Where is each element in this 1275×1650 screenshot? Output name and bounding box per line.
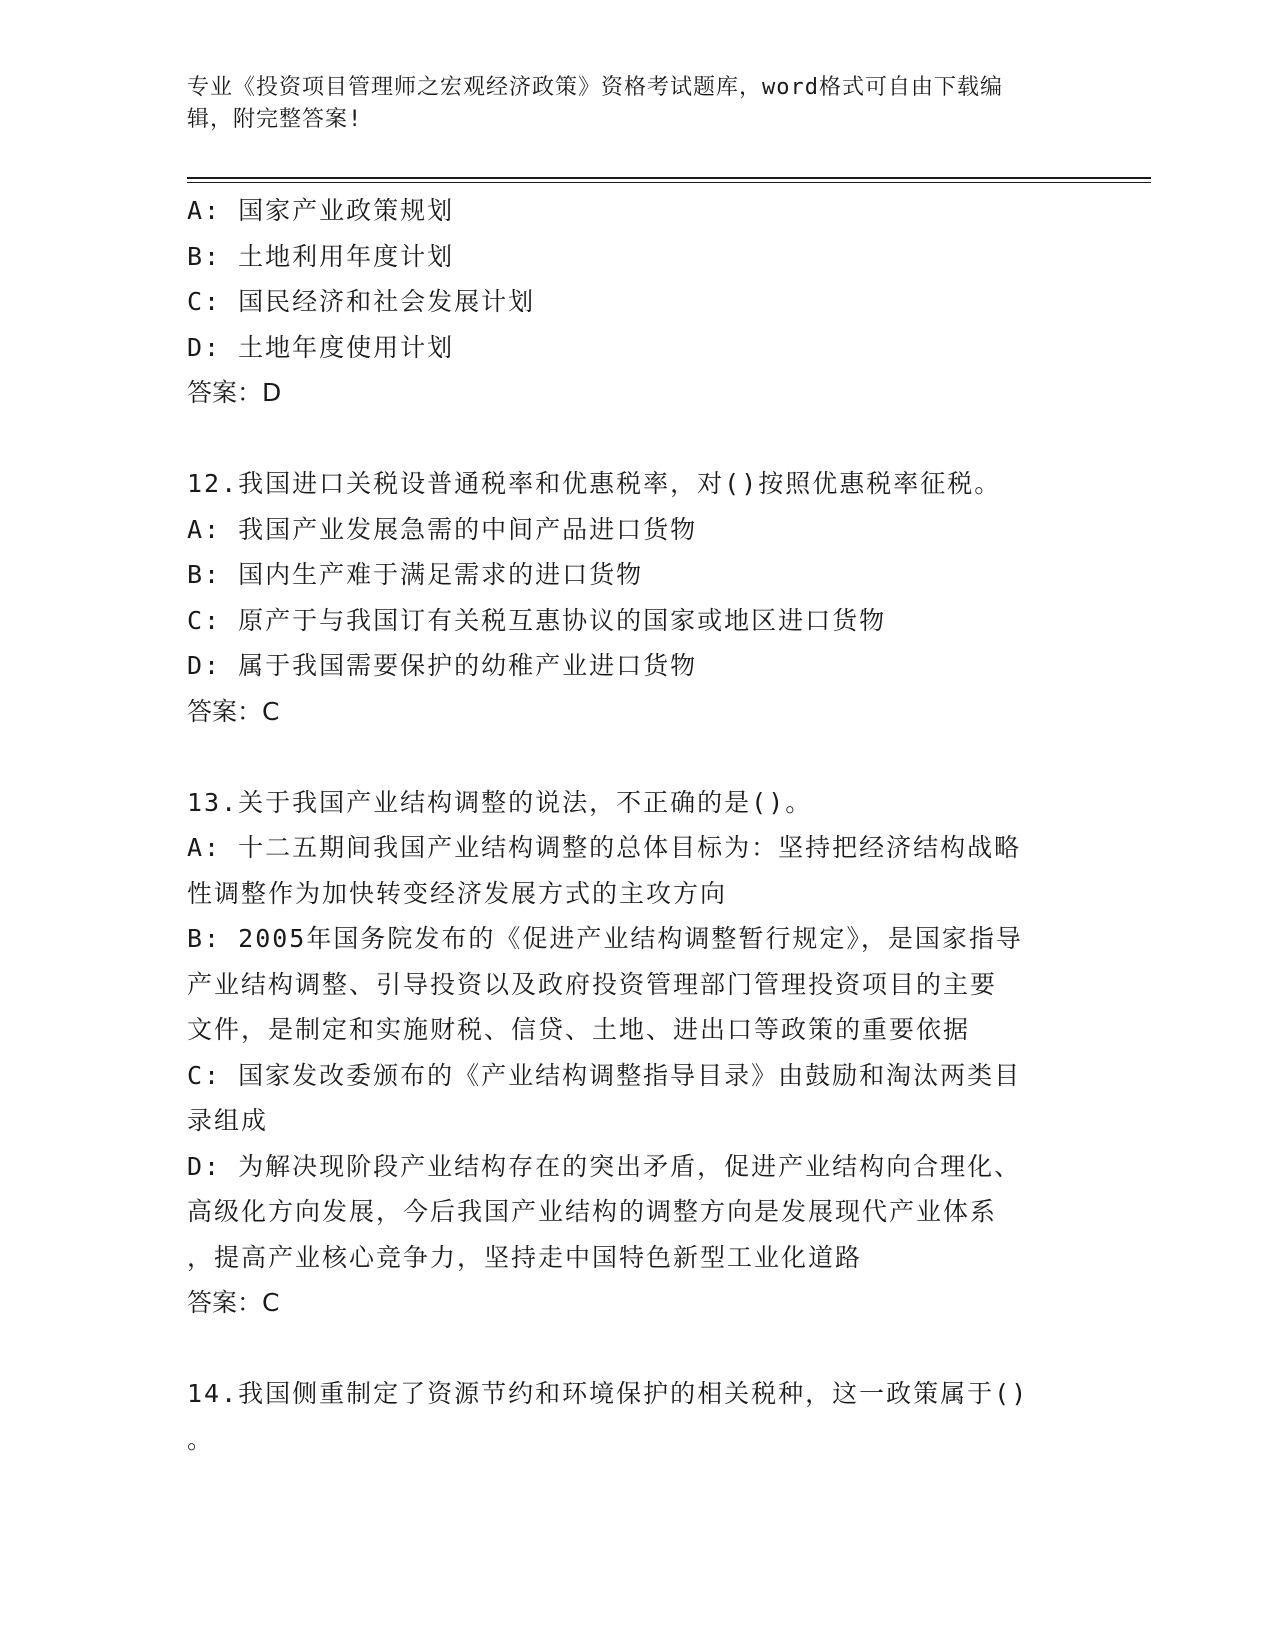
question-stem: 13.关于我国产业结构调整的说法，不正确的是()。: [187, 787, 813, 817]
question-12: [187, 461, 1087, 734]
answer: 答案：C: [187, 696, 280, 726]
header-line-1: 专业《投资项目管理师之宏观经济政策》资格考试题库，word格式可自由下载编: [187, 75, 1003, 100]
spacer: [187, 416, 1087, 462]
option-b-line-3: 文件，是制定和实施财税、信贷、土地、进出口等政策的重要依据: [187, 1015, 971, 1044]
option-d: D: 属于我国需要保护的幼稚产业进口货物: [187, 651, 698, 680]
question-stem: 12.我国进口关税设普通税率和优惠税率，对()按照优惠税率征税。: [187, 469, 1002, 498]
option-a: A: 国家产业政策规划: [187, 196, 455, 225]
question-14: [187, 1371, 1087, 1462]
option-b: B: 国内生产难于满足需求的进口货物: [187, 560, 644, 589]
option-b: B: 土地利用年度计划: [187, 241, 455, 271]
option-d-line-2: 高级化方向发展，今后我国产业结构的调整方向是发展现代产业体系: [187, 1197, 998, 1226]
question-list: [187, 188, 1087, 1462]
option-a-line-1: A: 十二五期间我国产业结构调整的总体目标为：坚持把经济结构战略: [187, 833, 1022, 862]
answer: 答案：D: [187, 378, 282, 407]
option-b-line-1: B: 2005年国务院发布的《促进产业结构调整暂行规定》，是国家指导: [187, 924, 1023, 953]
document-header: [187, 72, 1067, 136]
question-stem-line-1: 14.我国侧重制定了资源节约和环境保护的相关税种，这一政策属于(): [187, 1379, 1029, 1408]
option-c-line-2: 录组成: [187, 1106, 269, 1135]
question-13: [187, 780, 1087, 1326]
option-c: C: 国民经济和社会发展计划: [187, 287, 536, 316]
header-divider-thick: [187, 177, 1151, 179]
spacer: [187, 734, 1087, 780]
answer: 答案：C: [187, 1288, 280, 1317]
option-b-line-2: 产业结构调整、引导投资以及政府投资管理部门管理投资项目的主要: [187, 969, 998, 999]
option-c: C: 原产于与我国订有关税互惠协议的国家或地区进口货物: [187, 605, 887, 635]
option-d-line-1: D: 为解决现阶段产业结构存在的突出矛盾，促进产业结构向合理化、: [187, 1151, 1022, 1181]
option-d-line-3: ，提高产业核心竞争力，坚持走中国特色新型工业化道路: [187, 1242, 863, 1272]
question-stem-line-2: 。: [187, 1424, 215, 1454]
header-divider-thin: [187, 182, 1151, 183]
option-d: D: 土地年度使用计划: [187, 332, 455, 362]
option-a: A: 我国产业发展急需的中间产品进口货物: [187, 514, 698, 544]
question-11: [187, 188, 1087, 416]
option-a-line-2: 性调整作为加快转变经济发展方式的主攻方向: [187, 878, 728, 908]
spacer: [187, 1326, 1087, 1372]
header-line-2: 辑，附完整答案!: [187, 107, 363, 132]
option-c-line-1: C: 国家发改委颁布的《产业结构调整指导目录》由鼓励和淘汰两类目: [187, 1060, 1022, 1090]
